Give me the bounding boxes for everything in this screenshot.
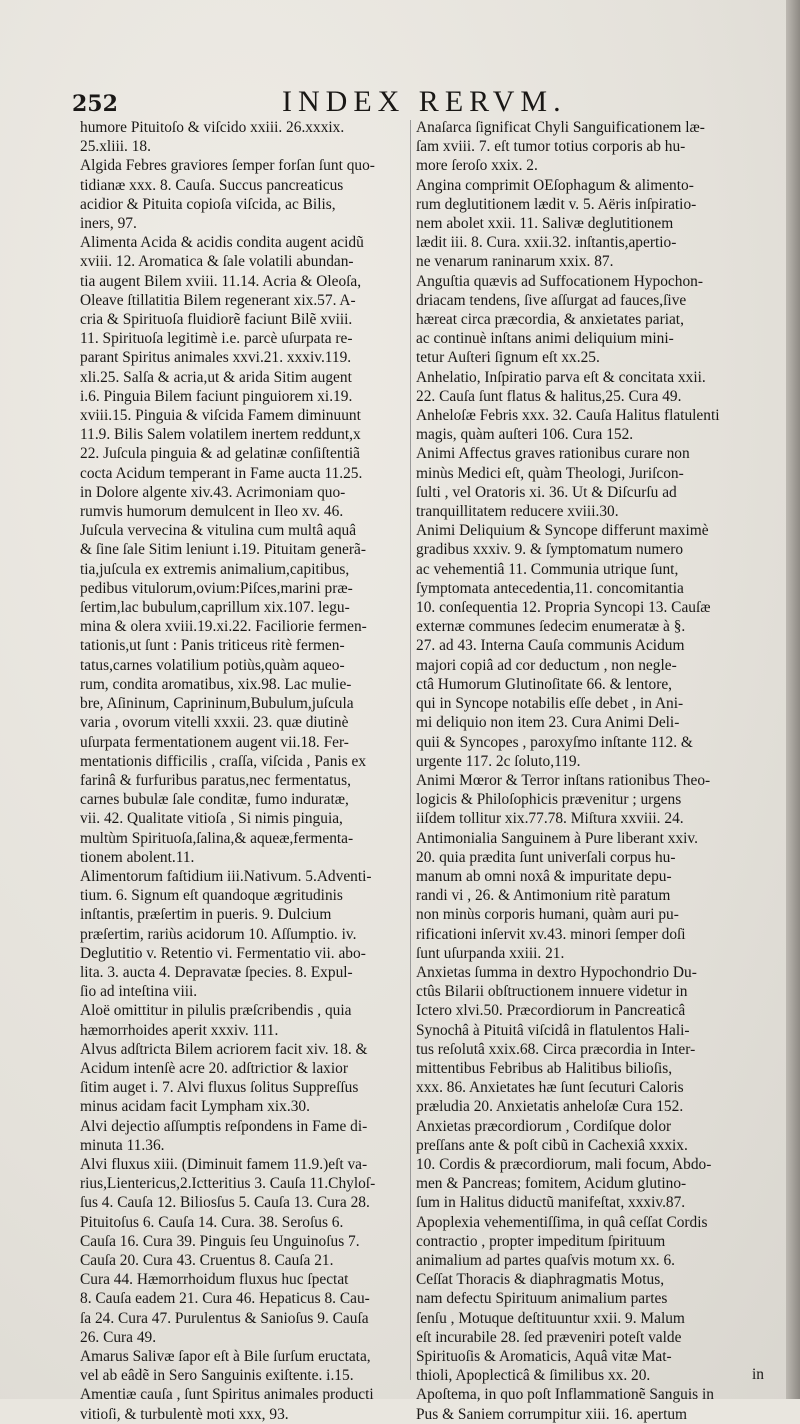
index-line: Ictero xlvi.50. Præcordiorum in Pancreaticâ xyxy=(416,1002,686,1020)
index-line: vel ab eâdẽ in Sero Sanguinis exiſtente. i.15. xyxy=(80,1367,354,1385)
index-line: 11.9. Bilis Salem volatilem inertem reddunt,x xyxy=(80,426,361,444)
index-line: inſtantis, præſertim in pueris. 9. Dulcium xyxy=(80,906,332,924)
index-line: multùm Spirituoſa,ſalina,& aqueæ,fermenta- xyxy=(80,829,354,847)
index-line: 10. conſequentia 12. Propria Syncopi 13. Cauſæ xyxy=(416,599,711,617)
index-line: iiſdem tollitur xix.77.78. Miſtura xxviii. 24. xyxy=(416,810,684,828)
index-line: men & Pancreas; fomitem, Acidum glutino- xyxy=(416,1175,687,1193)
index-line: 10. Cordis & præcordiorum, mali focum, Abdo- xyxy=(416,1155,712,1173)
index-line: hæmorrhoides aperit xxxiv. 111. xyxy=(80,1021,279,1039)
index-line: Animi Affectus graves rationibus curare non xyxy=(416,445,690,463)
index-line: Synochâ à Pituitâ viſcidâ in flatulentos Hali- xyxy=(416,1021,690,1039)
index-line: Anguſtia quævis ad Suffocationem Hypochon- xyxy=(416,272,703,290)
index-line: ac continuè inſtans animi deliquium mini- xyxy=(416,330,674,348)
index-line: tia,juſcula ex extremis animalium,capitibus, xyxy=(80,560,350,578)
index-line: Alimentorum faſtidium iii.Nativum. 5.Adventi- xyxy=(80,867,372,885)
index-line: xli.25. Salſa & acria,ut & arida Sitim augent xyxy=(80,368,352,386)
right-column xyxy=(416,118,748,1424)
index-line: parant Spiritus animales xxvi.21. xxxiv.119. xyxy=(80,349,352,367)
index-line: 25.xliii. 18. xyxy=(80,138,151,156)
index-line: tatus,carnes volatilium potiùs,quàm aqueo- xyxy=(80,656,345,674)
index-line: vii. 42. Qualitate vitioſa , Si nimis pinguia, xyxy=(80,810,343,828)
index-line: Pus & Saniem corrumpitur xiii. 16. apertum xyxy=(416,1405,688,1423)
index-line: ne venarum raninarum xxix. 87. xyxy=(416,253,614,271)
index-line: iners, 97. xyxy=(80,215,137,233)
index-line: 11. Spirituoſa legitimè i.e. parcè uſurpata re- xyxy=(80,330,353,348)
index-line: Aloë omittitur in pilulis præſcribendis , quia xyxy=(80,1002,352,1020)
index-line: rum deglutitionem lædit v. 5. Aëris inſpiratio- xyxy=(416,195,697,213)
index-line: præſertim, rariùs acidorum 10. Aſſumptio. iv. xyxy=(80,925,357,943)
page-number: 252 xyxy=(72,91,118,117)
index-line: Alvi fluxus xiii. (Diminuit famem 11.9.)eſt va- xyxy=(80,1155,368,1173)
index-line: thioli, Apoplecticâ & ſimilibus xx. 20. xyxy=(416,1367,651,1385)
index-line: Acidum intenſè acre 20. adſtrictior & laxior xyxy=(80,1059,348,1077)
index-line: & ſine ſale Sitim leniunt i.19. Pituitam generã- xyxy=(80,541,366,559)
index-line: tidianæ xxx. 8. Cauſa. Succus pancreaticus xyxy=(80,176,344,194)
index-line: hæreat circa præcordia, & anxietates pariat, xyxy=(416,311,684,329)
index-line: xviii.15. Pinguia & viſcida Famem diminuunt xyxy=(80,407,361,425)
index-line: ſam xviii. 7. eſt tumor totius corporis ab hu- xyxy=(416,138,686,156)
index-line: non minùs corporis humani, quàm auri pu- xyxy=(416,906,679,924)
index-line: Animi Mœror & Terror inſtans rationibus Theo- xyxy=(416,771,711,789)
index-line: ſitim auget i. 7. Alvi fluxus ſolitus Suppreſſus xyxy=(80,1079,359,1097)
index-line: rumvis humorum demulcent in Ileo xv. 46. xyxy=(80,503,344,521)
index-line: Angina comprimit OEſophagum & alimento- xyxy=(416,176,694,194)
index-line: mina & olera xviii.19.xi.22. Faciliorie fermen- xyxy=(80,618,367,636)
index-line: farinâ & furfuribus paratus,nec fermentatus, xyxy=(80,771,351,789)
index-line: ſenſu , Motuque deſtituuntur xxii. 9. Malum xyxy=(416,1309,685,1327)
index-line: tetur Auſteri ſignum eſt xx.25. xyxy=(416,349,600,367)
index-line: Amentiæ cauſa , ſunt Spiritus animales producti xyxy=(80,1386,374,1404)
index-line: randi vi , 26. & Antimonium ritè paratum xyxy=(416,887,671,905)
index-line: uſurpata fermentationem augent vii.18. Fer- xyxy=(80,733,349,751)
index-line: animalium ad partes quaſvis motum xx. 6. xyxy=(416,1251,676,1269)
index-line: mentationis difficilis , craſſa, viſcida , Panis ex xyxy=(80,752,367,770)
index-line: præludia 20. Anxietatis anheloſæ Cura 152. xyxy=(416,1098,684,1116)
index-line: cocta Acidum temperant in Fame aucta 11.25. xyxy=(80,464,363,482)
index-line: Cauſa 16. Cura 39. Pinguis ſeu Unguinoſus 7. xyxy=(80,1232,360,1250)
index-line: Anaſarca ſignificat Chyli Sanguificationem læ- xyxy=(416,119,705,136)
index-line: Apoplexia vehementiſſima, in quâ ceſſat Cordis xyxy=(416,1213,708,1231)
index-line: Antimonialia Sanguinem à Pure liberant xxiv. xyxy=(416,829,698,847)
index-line: humore Pituitoſo & viſcido xxiii. 26.xxxix. xyxy=(80,119,345,136)
index-line: rum, condita aromatibus, xix.98. Lac mulie- xyxy=(80,675,352,693)
index-line: 20. quia prædita ſunt univerſali corpus hu- xyxy=(416,848,676,866)
index-line: urgente 117. 2c ſoluto,119. xyxy=(416,752,581,770)
index-line: Apoſtema, in quo poſt Inflammationẽ Sanguis in xyxy=(416,1386,714,1404)
index-line: Ceſſat Thoracis & diaphragmatis Motus, xyxy=(416,1271,665,1289)
index-line: contractio , propter impeditum ſpirituum xyxy=(416,1232,666,1250)
index-line: minùs Medici eſt, quàm Theologi, Juriſcon- xyxy=(416,464,684,482)
index-line: externæ communes ſedecim enumeratæ à §. xyxy=(416,618,686,636)
index-line: Oleave ſtillatitia Bilem regenerant xix.57. A- xyxy=(80,291,356,309)
index-line: Spirituoſis & Aromaticis, Aquâ vitæ Mat- xyxy=(416,1348,672,1365)
index-line: i.6. Pinguia Bilem faciunt pinguiorem xi.19. xyxy=(80,387,353,405)
index-line: cria & Spirituoſa fluidiorẽ faciunt Bilẽ xviii. xyxy=(80,311,353,329)
index-line: qui in Syncope notabilis eſſe debet , in Ani- xyxy=(416,695,684,713)
catchword: in xyxy=(752,1366,764,1383)
index-line: lita. 3. aucta 4. Depravatæ ſpecies. 8. Expul- xyxy=(80,963,353,981)
index-line: manum ab omni noxâ & impuritate depu- xyxy=(416,867,672,885)
index-line: Animi Deliquium & Syncope differunt maximè xyxy=(416,522,709,540)
index-line: in Dolore algente xiv.43. Acrimoniam quo- xyxy=(80,483,346,501)
index-line: tus reſolutâ xxix.68. Circa præcordia in Inter- xyxy=(416,1040,696,1058)
running-title: INDEX RERVM. xyxy=(282,85,567,118)
index-line: ſulti , vel Oratoris xi. 36. Ut & Diſcurſu ad xyxy=(416,483,677,501)
left-column xyxy=(80,118,412,1424)
index-line: Cauſa 20. Cura 43. Cruentus 8. Cauſa 21. xyxy=(80,1251,334,1269)
index-line: 27. ad 43. Interna Cauſa communis Acidum xyxy=(416,637,685,655)
index-line: ſum in Halitus diductũ manifeſtat, xxxiv.87. xyxy=(416,1194,686,1212)
index-line: Anxietas præcordiorum , Cordiſque dolor xyxy=(416,1117,672,1135)
index-line: Anhelatio, Inſpiratio parva eſt & concitata xxii. xyxy=(416,368,706,386)
index-line: logicis & Philoſophicis prævenitur ; urgens xyxy=(416,791,682,809)
index-line: ſunt uſurpanda xxiii. 21. xyxy=(416,944,565,962)
index-line: Pituitoſus 6. Cauſa 14. Cura. 38. Seroſus 6. xyxy=(80,1213,344,1231)
index-line: ſus 4. Cauſa 12. Biliosſus 5. Cauſa 13. Cura 28. xyxy=(80,1194,370,1212)
index-line: vitioſi, & turbulentè moti xxx, 93. xyxy=(80,1405,289,1423)
index-line: carnes bubulæ ſale conditæ, fumo induratæ, xyxy=(80,791,349,809)
index-line: Alvi dejectio aſſumptis reſpondens in Fame di- xyxy=(80,1117,368,1135)
index-line: mittentibus Febribus ab Halitibus bilioſis, xyxy=(416,1059,673,1077)
index-line: rificationi inſervit xv.43. minori ſemper doſi xyxy=(416,925,686,943)
index-line: xxx. 86. Anxietates hæ ſunt ſecuturi Caloris xyxy=(416,1079,684,1097)
index-line: Anheloſæ Febris xxx. 32. Cauſa Halitus flatulenti xyxy=(416,407,720,425)
index-line: majori copiâ ad cor deductum , non negle- xyxy=(416,656,677,674)
index-line: minus acidam facit Lympham xix.30. xyxy=(80,1098,310,1116)
index-line: tranquillitatem reducere xviii.30. xyxy=(416,503,619,521)
index-line: eſt incurabile 28. ſed præveniri poteſt valde xyxy=(416,1328,682,1346)
index-line: bre, Aſininum, Caprininum,Bubulum,juſcula xyxy=(80,695,354,713)
index-line: ſymptomata antecedentia,11. concomitantia xyxy=(416,579,684,597)
index-line: gradibus xxxiv. 9. & ſymptomatum numero xyxy=(416,541,684,559)
index-line: lædit iii. 8. Cura. xxii.32. inſtantis,apertio- xyxy=(416,234,677,252)
index-line: ſa 24. Cura 47. Purulentus & Sanioſus 9. Cauſa xyxy=(80,1309,369,1327)
index-line: tionem abolent.11. xyxy=(80,848,195,866)
index-line: Anxietas ſumma in dextro Hypochondrio Du- xyxy=(416,963,697,981)
index-line: 22. Juſcula pinguia & ad gelatinæ conſiſtentiã xyxy=(80,445,360,463)
page-header xyxy=(72,85,752,119)
index-line: nem abolet xxii. 11. Salivæ deglutitionem xyxy=(416,215,674,233)
index-line: ac vehementiâ 11. Communia utrique ſunt, xyxy=(416,560,679,578)
index-line: Algida Febres graviores ſemper forſan ſunt quo- xyxy=(80,157,375,175)
index-line: Cura 44. Hæmorrhoidum fluxus huc ſpectat xyxy=(80,1271,349,1289)
index-line: 22. Cauſa ſunt flatus & halitus,25. Cura 49. xyxy=(416,387,682,405)
index-line: nam defectu Spirituum animalium partes xyxy=(416,1290,668,1308)
index-line: ctâ Humorum Glutinoſitate 66. & lentore, xyxy=(416,675,673,693)
index-line: magis, quàm auſteri 106. Cura 152. xyxy=(416,426,634,444)
index-line: ſertim,lac bubulum,caprillum xix.107. legu- xyxy=(80,599,350,617)
index-line: Alvus adſtricta Bilem acriorem facit xiv. 18. & xyxy=(80,1040,368,1058)
index-line: rius,Lientericus,2.Ictteritius 3. Cauſa 11.Chyloſ- xyxy=(80,1175,376,1193)
index-line: varia , ovorum vitelli xxxii. 23. quæ diutinè xyxy=(80,714,349,732)
book-gutter-shadow xyxy=(786,0,800,1399)
index-line: tia augent Bilem xviii. 11.14. Acria & Oleoſa, xyxy=(80,272,362,290)
index-line: tium. 6. Signum eſt quandoque ægritudinis xyxy=(80,887,343,905)
index-line: minuta 11.36. xyxy=(80,1136,165,1154)
index-line: Amarus Salivæ ſapor eſt à Bile ſurſum eructata, xyxy=(80,1348,371,1365)
index-line: ctûs Bilarii obſtructionem innuere videtur in xyxy=(416,983,688,1001)
index-line: xviii. 12. Aromatica & ſale volatili abundan- xyxy=(80,253,354,271)
index-line: driacam tendens, ſive aſſurgat ad fauces,ſive xyxy=(416,291,687,309)
index-line: 26. Cura 49. xyxy=(80,1328,157,1346)
index-line: tationis,ut ſunt : Panis triticeus ritè fermen- xyxy=(80,637,345,655)
index-line: Juſcula vervecina & vitulina cum multâ aquâ xyxy=(80,522,357,540)
index-line: ſio ad inteſtina viii. xyxy=(80,983,198,1001)
index-line: mi deliquio non item 23. Cura Animi Deli- xyxy=(416,714,680,732)
index-line: more ſeroſo xxix. 2. xyxy=(416,157,538,175)
index-line: 8. Cauſa eadem 21. Cura 46. Hepaticus 8. Cau- xyxy=(80,1290,370,1308)
index-line: pedibus vitulorum,ovium:Piſces,marini præ- xyxy=(80,579,353,597)
index-line: Alimenta Acida & acidis condita augent acidũ xyxy=(80,234,364,252)
index-line: preſſans ante & poſt cibũ in Cachexiâ xxxix. xyxy=(416,1136,688,1154)
index-line: acidior & Pituita copioſa viſcida, ac Bilis, xyxy=(80,195,336,213)
column-divider xyxy=(410,120,411,1380)
index-line: quii & Syncopes , paroxyſmo inſtante 112. & xyxy=(416,733,693,751)
index-line: Deglutitio v. Retentio vi. Fermentatio vii. abo- xyxy=(80,944,366,962)
